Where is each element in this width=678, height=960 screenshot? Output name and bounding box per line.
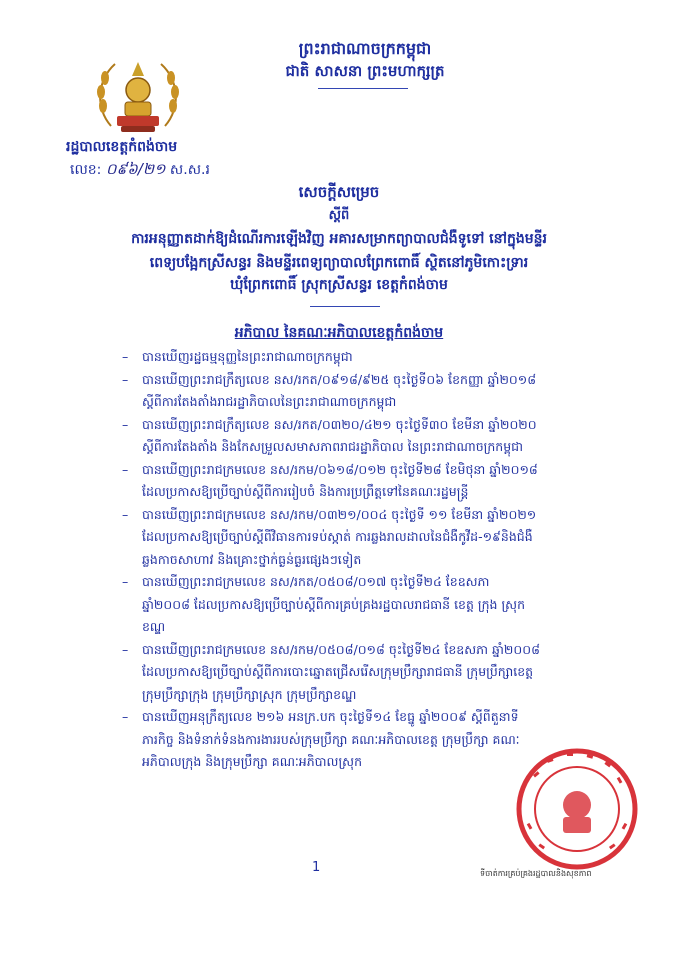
list-item: – បានឃើញព្រះរាជក្រឹត្យលេខ នស/រកត/០៣២០/៤២១ ចុះថ្ងៃទី៣០ ខែមីនា ឆ្នាំ២០២០ ស្តីពីការតែងតាំង និងកែសម្រួលសមាសភាពរាជរដ្ឋាភិបាល នៃព្រះរាជាណាចក្រកម្ពុជា — [122, 416, 537, 454]
motto-divider — [318, 88, 408, 89]
subject-line-1: ការអនុញ្ញាតដាក់ឱ្យដំណើរការឡើងវិញ អគារសម្រាកព្យាបាលជំងឺទូទៅ នៅក្នុងមន្ទីរ — [131, 231, 547, 247]
kingdom-title: ព្រះរាជាណាចក្រកម្ពុជា — [298, 39, 432, 58]
reference-number — [70, 160, 210, 182]
reference-prefix: លេខ: — [70, 162, 102, 178]
subject-line-2: ពេទ្យបង្អែកស្រីសន្ធរ និងមន្ទីរពេទ្យព្យាបាលព្រែកពោធិ៍ ស្ថិតនៅភូមិកោះទ្រារ — [149, 255, 529, 271]
list-item: – បានឃើញរដ្ឋធម្មនុញ្ញនៃព្រះរាជាណាចក្រកម្ពុជា — [122, 349, 353, 364]
subject-line-3: ឃុំព្រែកពោធិ៍ ស្រុកស្រីសន្ធរ ខេត្តកំពង់ចាម — [230, 277, 448, 293]
reference-suffix: ស.ស.រ — [169, 162, 210, 178]
list-item: – បានឃើញព្រះរាជក្រឹត្យលេខ នស/រកត/០៩១៨/៩២៥ ចុះថ្ងៃទី០៦ ខែកញ្ញា ឆ្នាំ២០១៨ ស្តីពីការតែងតាំងរាជរដ្ឋាភិបាលនៃព្រះរាជាណាចក្រកម្ពុជា — [122, 371, 537, 409]
reference-number-value: ០៩៦/២១ — [105, 160, 166, 178]
list-item: – បានឃើញព្រះរាជក្រមលេខ នស/រកម/០៥០៨/០១៨ ចុះថ្ងៃទី២៤ ខែឧសភា ឆ្នាំ២០០៨ ដែលប្រកាសឱ្យប្រើច្បាប់ស្តីពីការបោះឆ្នោតជ្រើសរើសក្រុមប្រឹក្សារាជធានី ក្រុមប្រឹក្សាខេត្ត ក្រុមប្រឹក្សាក្រុង ក្រុមប្រឹក្សាស្រុក ក្រុមប្រឹក្សាខណ្ឌ — [122, 641, 540, 702]
national-motto: ជាតិ សាសនា ព្រះមហាក្សត្រ — [285, 62, 445, 80]
official-seal-icon — [513, 745, 641, 873]
considerations-list — [120, 346, 540, 774]
royal-emblem-icon — [91, 56, 185, 136]
list-item: – បានឃើញព្រះរាជក្រមលេខ នស/រកម/០៦១៨/០១២ ចុះថ្ងៃទី២៨ ខែមិថុនា ឆ្នាំ២០១៨ ដែលប្រកាសឱ្យប្រើច្បាប់ស្តីពីការរៀបចំ និងការប្រព្រឹត្តទៅនៃគណៈរដ្ឋមន្ត្រី — [122, 461, 538, 499]
decision-title: សេចក្តីសម្រេច — [298, 183, 380, 201]
footnote: ទីចាត់ការគ្រប់គ្រងរដ្ឋបាលនិងសុខភាព — [480, 869, 592, 878]
page-number: 1 — [312, 860, 321, 875]
list-item: – បានឃើញព្រះរាជក្រមលេខ នស/រកម/០៣២១/០០៤ ចុះថ្ងៃទី ១១ ខែមីនា ឆ្នាំ២០២១ ដែលប្រកាសឱ្យប្រើច្បាប់ស្តីពីវិធានការទប់ស្កាត់ ការឆ្លងរាលដាលនៃជំងឺកូវីដ-១៩និងជំងឺឆ្លងកាចសាហាវ និងគ្រោះថ្នាក់ធ្ងន់ធ្ងរផ្សេងៗទៀត — [122, 506, 537, 567]
list-item: – បានឃើញអនុក្រឹត្យលេខ ២១៦ អនក្រ.បក ចុះថ្ងៃទី១៤ ខែធ្នូ ឆ្នាំ២០០៩ ស្តីពីតួនាទីភារកិច្ច និងទំនាក់ទំនងការងាររបស់ក្រុមប្រឹក្សា គណៈអភិបាលខេត្ត ក្រុមប្រឹក្សា គណៈអភិបាលក្រុង និងក្រុមប្រឹក្សា គណៈអភិបាលស្រុក — [122, 709, 520, 769]
title-divider — [310, 306, 380, 307]
regarding-label: ស្តីពី — [328, 208, 350, 223]
issuing-authority: រដ្ឋបាលខេត្តកំពង់ចាម — [66, 139, 178, 155]
section-heading: អភិបាល នៃគណៈអភិបាលខេត្តកំពង់ចាម — [234, 325, 444, 341]
list-item: – បានឃើញព្រះរាជក្រមលេខ នស/រកត/០៥០៨/០១៧ ចុះថ្ងៃទី២៤ ខែឧសភា ឆ្នាំ២០០៨ ដែលប្រកាសឱ្យប្រើច្បាប់ស្តីពីការគ្រប់គ្រងរដ្ឋបាលរាជធានី ខេត្ត ក្រុង ស្រុក ខណ្ឌ — [122, 574, 526, 634]
